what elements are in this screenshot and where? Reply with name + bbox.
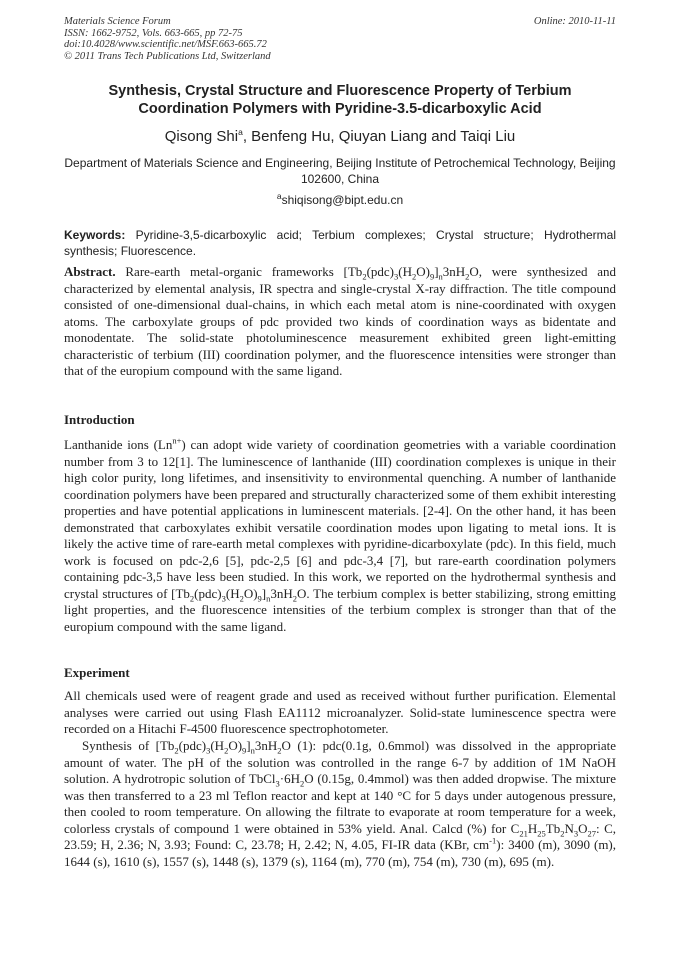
doi-line: doi:10.4028/www.scientific.net/MSF.663-665.72 — [64, 39, 267, 50]
subscript: 9 — [429, 271, 435, 282]
author-first: Qisong Shi — [164, 128, 239, 145]
abstract — [64, 264, 616, 380]
subscript: n — [438, 271, 443, 282]
subscript: 9 — [257, 593, 262, 604]
subscript: 25 — [537, 828, 546, 839]
intro-text: 3nH — [270, 585, 293, 601]
exp-text: O (0.15g, 0.4mmol) was then added dropwise. The mixture was then transferred to a 23 ml Teflon reactor and kept at 140 °C for 5 days under autogenous pressure, then cooled to room temperature. On allowing the filtrate to evaporate at room temperature for a week, colorless crystals of compound 1 were obtained in 53% yield. Anal. Calcd (%) for C — [64, 771, 616, 836]
experiment-paragraph-2 — [64, 738, 616, 870]
intro-text: (H — [225, 585, 240, 601]
online-date: Online: 2010-11-11 — [533, 16, 616, 27]
introduction-heading: Introduction — [64, 412, 135, 427]
subscript: 2 — [465, 271, 470, 282]
issn-line: ISSN: 1662-9752, Vols. 663-665, pp 72-75 — [64, 27, 243, 39]
exp-text: O (1): pdc(0.1g, 0.6mmol) was dissolved in the appropriate amount of water. The pH of the solution was controlled in the range 6-7 by addition of 1M NaOH solution. A hydrotropic solution of TbCl — [64, 738, 617, 786]
affiliation: Department of Materials Science and Engineering, Beijing Institute of Petrochemical Technology, Beijing 102600, China — [64, 156, 616, 186]
exp-text: O — [578, 820, 588, 836]
subscript: 9 — [242, 745, 247, 756]
subscript: n — [250, 745, 255, 756]
exp-text: (H — [210, 738, 225, 753]
abstract-text: ] — [434, 264, 439, 279]
intro-text: ] — [261, 585, 267, 601]
abstract-label: Abstract. — [64, 264, 116, 279]
title-line-2: Coordination Polymers with Pyridine-3.5-dicarboxylic Acid — [138, 101, 542, 117]
experiment-heading: Experiment — [64, 665, 130, 680]
abstract-text: (pdc) — [366, 264, 394, 279]
email-mark: a — [276, 191, 282, 201]
exp-text: 3nH — [254, 738, 278, 753]
exp-text: Tb — [545, 820, 561, 836]
subscript: 2 — [299, 778, 305, 789]
authors-rest: , Benfeng Hu, Qiuyan Liang and Taiqi Liu — [242, 128, 516, 145]
copyright-line: © 2011 Trans Tech Publications Ltd, Switzerland — [64, 50, 271, 62]
subscript: 3 — [573, 828, 579, 839]
subscript: 3 — [394, 271, 399, 282]
subscript: 2 — [411, 271, 417, 282]
exp-text: Synthesis of [Tb — [82, 738, 175, 753]
intro-text: Lanthanide ions (Ln — [64, 437, 173, 452]
experiment-paragraph-1: All chemicals used were of reagent grade and used as received without further purification. Elemental analyses were carried out using Flash EA1112 microanalyzer. Solid-state luminescence spectra were recorded on a Hitachi F-4500 fluorescence spectrophotometer. — [64, 688, 616, 736]
exp-text: ] — [246, 738, 251, 753]
exp-text: (pdc) — [178, 738, 207, 753]
subscript: 27 — [587, 828, 596, 839]
exp-text: ): 3400 (m), 3090 (m), 1644 (s), 1610 (s), 1557 (s), 1448 (s), 1379 (s), 1164 (m), 770 (m), 754 (m), 730 (m), 695 (m). — [64, 837, 617, 869]
intro-text: O. The terbium complex is better stabilizing, strong emitting light properties, and the fluorescence intensities of the terbium complex is stronger than that of the europium compound with the same ligand. — [64, 585, 616, 634]
subscript: 2 — [174, 745, 179, 756]
exp-text: ·6H — [279, 771, 300, 786]
abstract-text: 3nH — [442, 264, 466, 279]
author-email — [64, 192, 616, 208]
intro-text: (pdc) — [194, 585, 222, 601]
exp-text: : C, 23.59; H, 2.36; N, 3.93; Found: C, 23.78; H, 2.42; N, 4.05, FI-IR data (KBr, cm — [64, 820, 616, 852]
subscript: n — [266, 593, 271, 604]
journal-name: Materials Science Forum — [64, 16, 171, 27]
subscript: 2 — [560, 828, 565, 839]
exp-text: H — [527, 820, 538, 836]
subscript: 2 — [292, 593, 298, 604]
subscript: 2 — [362, 271, 367, 282]
paper-title — [64, 82, 616, 118]
abstract-text: O, were synthesized and characterized by elemental analysis, IR spectra and single-crystal X-ray diffraction. The title compound consisted of one-dimensional dual-chains, in which each metal atom is nine-coordinated with oxygen atoms. The carboxylate groups of pdc provided two kinds of coordination ways as bidentate and monodentate. The solid-state photoluminescence measurement exhibited green light-emitting characteristic of terbium (III) coordination polymer, and the fluorescence intensities were stronger than that of the europium compound with the same ligand. — [64, 264, 616, 378]
author-first-mark: a — [238, 127, 243, 137]
abstract-text: (H — [398, 264, 412, 279]
keywords — [64, 227, 616, 259]
intro-text: ) can adopt wide variety of coordination geometries with a variable coordination number from 3 to 12[1]. The luminescence of lanthanide (III) coordination complexes is unique in their high color purity, long lifetimes, and insensitivity to environmental quenching. A number of lanthanide coordination polymers have been prepared and structurally characterized some of them exhibit interesting properties and have potential applications in luminescent materials. [2-4]. On the other hand, it has been demonstrated that carboxylates exhibit versatile coordination modes upon ligating to metal ions. It is likely the active time of rare-earth metal complexes with pyridine-dicarboxylate (pdc). In this field, much work is focused on pdc-2,6 [5], pdc-2,5 [6] and pdc-3,4 [7], but rare-earth coordination polymers containing pdc-3,5 have less been studied. In this work, we reported on the hydrothermal synthesis and crystal structures of [Tb — [64, 437, 616, 601]
abstract-text: Rare-earth metal-organic frameworks [Tb — [115, 264, 363, 279]
subscript: 3 — [221, 593, 226, 604]
subscript: 3 — [206, 745, 211, 756]
author-list — [64, 128, 616, 146]
intro-text: O) — [243, 585, 258, 601]
subscript: 2 — [189, 593, 195, 604]
email-address: shiqisong@bipt.edu.cn — [281, 193, 404, 207]
subscript: 2 — [224, 745, 229, 756]
introduction-body — [64, 437, 616, 635]
superscript: n+ — [172, 435, 182, 446]
subscript: 2 — [239, 593, 244, 604]
exp-text: N — [564, 820, 574, 836]
journal-header — [64, 16, 616, 62]
subscript: 21 — [519, 828, 528, 839]
superscript: -1 — [489, 835, 497, 846]
keywords-label: Keywords: — [64, 228, 126, 242]
subscript: 2 — [277, 745, 282, 756]
abstract-text: O) — [416, 264, 430, 279]
subscript: 3 — [275, 778, 280, 789]
title-line-1: Synthesis, Crystal Structure and Fluorescence Property of Terbium — [108, 83, 572, 99]
keywords-text: Pyridine-3,5-dicarboxylic acid; Terbium complexes; Crystal structure; Hydrothermal synthesis; Fluorescence. — [64, 228, 616, 258]
exp-text: O) — [228, 738, 243, 753]
